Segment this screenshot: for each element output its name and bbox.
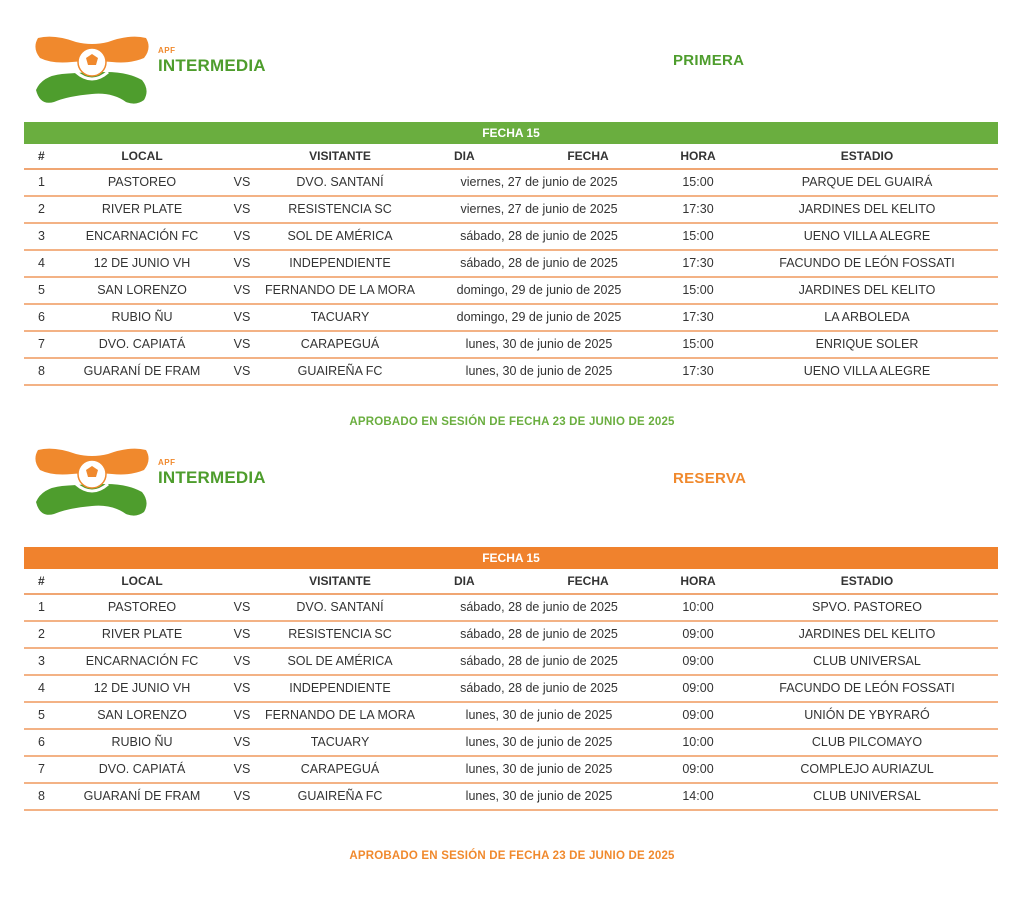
- match-time: 15:00: [682, 175, 714, 189]
- reserva-fecha-banner: FECHA 15: [24, 547, 998, 569]
- match-date: sábado, 28 de junio de 2025: [460, 681, 618, 695]
- vs-label: VS: [233, 762, 251, 776]
- match-time: 09:00: [682, 762, 714, 776]
- logo-name-text: INTERMEDIA: [158, 56, 266, 75]
- logo-name-text: INTERMEDIA: [158, 468, 266, 487]
- visiting-team: TACUARY: [310, 735, 370, 749]
- match-number: 4: [38, 256, 45, 270]
- primera-header-row: [24, 144, 998, 170]
- vs-label: VS: [233, 681, 251, 695]
- match-number: 3: [38, 229, 45, 243]
- table-row: [24, 251, 998, 278]
- vs-label: VS: [233, 600, 251, 614]
- local-team: DVO. CAPIATÁ: [98, 337, 186, 351]
- table-row: [24, 332, 998, 359]
- table-row: [24, 784, 998, 811]
- match-date: lunes, 30 de junio de 2025: [465, 735, 613, 749]
- table-row: [24, 359, 998, 386]
- vs-label: VS: [233, 337, 251, 351]
- reserva-approval-note: APROBADO EN SESIÓN DE FECHA 23 DE JUNIO DE 2025: [349, 850, 675, 862]
- primera-approval-note: APROBADO EN SESIÓN DE FECHA 23 DE JUNIO DE 2025: [349, 416, 675, 428]
- header-estadio: ESTADIO: [840, 574, 894, 588]
- reserva-division-title: RESERVA: [673, 470, 747, 487]
- table-row: [24, 305, 998, 332]
- match-number: 1: [38, 175, 45, 189]
- header-num: #: [38, 574, 45, 588]
- table-row: [24, 703, 998, 730]
- stadium: PARQUE DEL GUAIRÁ: [801, 175, 933, 189]
- local-team: RUBIO ÑU: [111, 310, 173, 324]
- match-number: 2: [38, 627, 45, 641]
- header-local: LOCAL: [121, 574, 163, 588]
- vs-label: VS: [233, 229, 251, 243]
- primera-rows: [24, 170, 998, 386]
- match-date: sábado, 28 de junio de 2025: [460, 600, 618, 614]
- match-time: 10:00: [682, 735, 714, 749]
- header-hora: HORA: [680, 149, 716, 163]
- vs-label: VS: [233, 256, 251, 270]
- table-row: [24, 622, 998, 649]
- local-team: 12 DE JUNIO VH: [93, 256, 191, 270]
- match-number: 5: [38, 708, 45, 722]
- stadium: FACUNDO DE LEÓN FOSSATI: [779, 256, 955, 270]
- header-fecha: FECHA: [567, 149, 609, 163]
- match-time: 09:00: [682, 627, 714, 641]
- match-time: 17:30: [682, 256, 714, 270]
- visiting-team: SOL DE AMÉRICA: [287, 229, 393, 243]
- visiting-team: GUAIREÑA FC: [297, 364, 383, 378]
- table-row: [24, 676, 998, 703]
- table-row: [24, 278, 998, 305]
- stadium: CLUB PILCOMAYO: [811, 735, 923, 749]
- header-local: LOCAL: [121, 149, 163, 163]
- match-date: domingo, 29 de junio de 2025: [456, 310, 622, 324]
- stadium: CLUB UNIVERSAL: [813, 654, 921, 668]
- vs-label: VS: [233, 202, 251, 216]
- visiting-team: GUAIREÑA FC: [297, 789, 383, 803]
- match-date: sábado, 28 de junio de 2025: [460, 229, 618, 243]
- match-date: lunes, 30 de junio de 2025: [465, 708, 613, 722]
- match-date: viernes, 27 de junio de 2025: [460, 175, 618, 189]
- vs-label: VS: [233, 364, 251, 378]
- match-date: domingo, 29 de junio de 2025: [456, 283, 622, 297]
- visiting-team: FERNANDO DE LA MORA: [264, 708, 416, 722]
- table-row: [24, 224, 998, 251]
- apf-logo-icon: [32, 444, 152, 520]
- primera-logo: [32, 32, 272, 108]
- match-date: viernes, 27 de junio de 2025: [460, 202, 618, 216]
- visiting-team: INDEPENDIENTE: [289, 681, 391, 695]
- stadium: ENRIQUE SOLER: [815, 337, 919, 351]
- local-team: DVO. CAPIATÁ: [98, 762, 186, 776]
- match-date: sábado, 28 de junio de 2025: [460, 654, 618, 668]
- visiting-team: RESISTENCIA SC: [288, 202, 392, 216]
- match-time: 09:00: [682, 681, 714, 695]
- match-number: 8: [38, 789, 45, 803]
- match-number: 7: [38, 762, 45, 776]
- match-date: lunes, 30 de junio de 2025: [465, 762, 613, 776]
- local-team: PASTOREO: [107, 175, 177, 189]
- header-visitante: VISITANTE: [309, 149, 371, 163]
- stadium: LA ARBOLEDA: [824, 310, 910, 324]
- match-number: 2: [38, 202, 45, 216]
- match-time: 09:00: [682, 654, 714, 668]
- match-time: 10:00: [682, 600, 714, 614]
- match-time: 09:00: [682, 708, 714, 722]
- local-team: SAN LORENZO: [97, 283, 187, 297]
- logo-wordmark: [158, 46, 266, 76]
- visiting-team: SOL DE AMÉRICA: [287, 654, 393, 668]
- vs-label: VS: [233, 310, 251, 324]
- match-number: 8: [38, 364, 45, 378]
- visiting-team: TACUARY: [310, 310, 370, 324]
- stadium: CLUB UNIVERSAL: [813, 789, 921, 803]
- primera-fecha-banner: FECHA 15: [24, 122, 998, 144]
- match-time: 17:30: [682, 202, 714, 216]
- reserva-logo: [32, 444, 272, 520]
- match-date: sábado, 28 de junio de 2025: [460, 256, 618, 270]
- stadium: UENO VILLA ALEGRE: [803, 229, 931, 243]
- vs-label: VS: [233, 283, 251, 297]
- match-time: 17:30: [682, 364, 714, 378]
- table-row: [24, 757, 998, 784]
- match-time: 15:00: [682, 283, 714, 297]
- table-row: [24, 170, 998, 197]
- match-number: 6: [38, 310, 45, 324]
- reserva-rows: [24, 595, 998, 811]
- match-number: 1: [38, 600, 45, 614]
- visiting-team: DVO. SANTANÍ: [296, 175, 384, 189]
- match-number: 7: [38, 337, 45, 351]
- vs-label: VS: [233, 708, 251, 722]
- vs-label: VS: [233, 735, 251, 749]
- header-visitante: VISITANTE: [309, 574, 371, 588]
- header-dia: DIA: [454, 149, 475, 163]
- match-time: 15:00: [682, 229, 714, 243]
- logo-wordmark: [158, 458, 266, 488]
- visiting-team: CARAPEGUÁ: [300, 337, 380, 351]
- logo-apf-text: APF: [158, 458, 176, 467]
- stadium: SPVO. PASTOREO: [812, 600, 922, 614]
- visiting-team: FERNANDO DE LA MORA: [264, 283, 416, 297]
- vs-label: VS: [233, 789, 251, 803]
- match-date: lunes, 30 de junio de 2025: [465, 789, 613, 803]
- header-hora: HORA: [680, 574, 716, 588]
- local-team: GUARANÍ DE FRAM: [83, 789, 201, 803]
- match-number: 3: [38, 654, 45, 668]
- match-number: 6: [38, 735, 45, 749]
- stadium: UNIÓN DE YBYRARÓ: [804, 708, 930, 722]
- apf-logo-icon: [32, 32, 152, 108]
- local-team: 12 DE JUNIO VH: [93, 681, 191, 695]
- local-team: ENCARNACIÓN FC: [85, 229, 199, 243]
- vs-label: VS: [233, 627, 251, 641]
- local-team: RUBIO ÑU: [111, 735, 173, 749]
- stadium: JARDINES DEL KELITO: [798, 283, 936, 297]
- table-row: [24, 197, 998, 224]
- header-estadio: ESTADIO: [840, 149, 894, 163]
- visiting-team: INDEPENDIENTE: [289, 256, 391, 270]
- table-row: [24, 649, 998, 676]
- match-number: 4: [38, 681, 45, 695]
- match-time: 14:00: [682, 789, 714, 803]
- local-team: GUARANÍ DE FRAM: [83, 364, 201, 378]
- stadium: UENO VILLA ALEGRE: [803, 364, 931, 378]
- reserva-header-row: [24, 569, 998, 595]
- local-team: ENCARNACIÓN FC: [85, 654, 199, 668]
- local-team: SAN LORENZO: [97, 708, 187, 722]
- primera-fixture-table: [24, 122, 998, 386]
- local-team: RIVER PLATE: [101, 627, 183, 641]
- header-fecha: FECHA: [567, 574, 609, 588]
- stadium: FACUNDO DE LEÓN FOSSATI: [779, 681, 955, 695]
- match-date: lunes, 30 de junio de 2025: [465, 364, 613, 378]
- primera-division-title: PRIMERA: [673, 52, 745, 69]
- match-time: 15:00: [682, 337, 714, 351]
- visiting-team: DVO. SANTANÍ: [296, 600, 384, 614]
- local-team: RIVER PLATE: [101, 202, 183, 216]
- local-team: PASTOREO: [107, 600, 177, 614]
- header-num: #: [38, 149, 45, 163]
- vs-label: VS: [233, 654, 251, 668]
- match-date: sábado, 28 de junio de 2025: [460, 627, 618, 641]
- match-date: lunes, 30 de junio de 2025: [465, 337, 613, 351]
- logo-apf-text: APF: [158, 46, 176, 55]
- visiting-team: RESISTENCIA SC: [288, 627, 392, 641]
- stadium: JARDINES DEL KELITO: [798, 202, 936, 216]
- stadium: JARDINES DEL KELITO: [798, 627, 936, 641]
- match-time: 17:30: [682, 310, 714, 324]
- table-row: [24, 595, 998, 622]
- reserva-fixture-table: [24, 547, 998, 811]
- header-dia: DIA: [454, 574, 475, 588]
- table-row: [24, 730, 998, 757]
- visiting-team: CARAPEGUÁ: [300, 762, 380, 776]
- vs-label: VS: [233, 175, 251, 189]
- stadium: COMPLEJO AURIAZUL: [800, 762, 934, 776]
- match-number: 5: [38, 283, 45, 297]
